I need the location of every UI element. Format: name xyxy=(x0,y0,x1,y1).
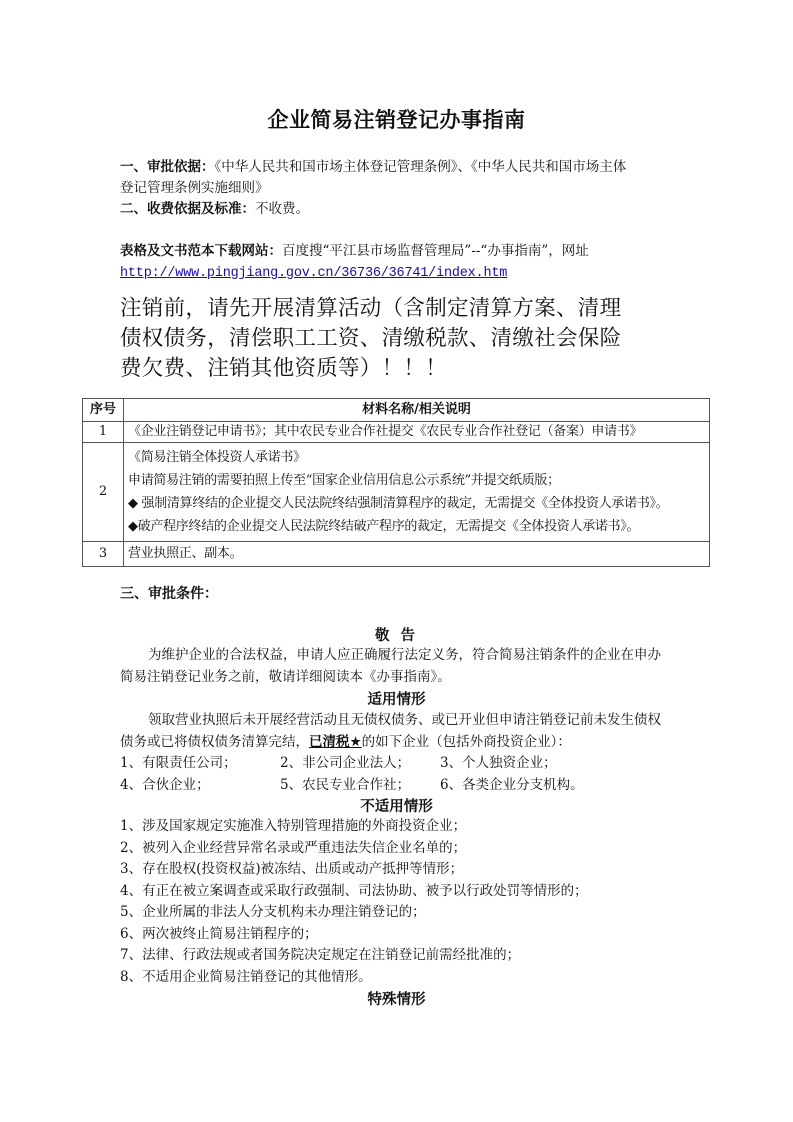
list-item: 2、被列入企业经营异常名录或严重违法失信企业名单的； xyxy=(120,839,467,856)
list-item: 3、存在股权(投资权益)被冻结、出质或动产抵押等情形； xyxy=(120,861,464,877)
row-desc xyxy=(124,443,710,542)
fee-basis-label: 二、收费依据及标准： xyxy=(120,201,255,217)
approval-basis-text-2: 登记管理条例实施细则》 xyxy=(120,180,269,196)
row-num: 1 xyxy=(83,422,124,443)
materials-table xyxy=(82,398,710,567)
list-item: 5、企业所属的非法人分支机构未办理注销登记的； xyxy=(120,904,426,920)
download-link[interactable]: http://www.pingjiang.gov.cn/36736/36741/index.htm xyxy=(120,266,508,281)
enterprise-type: 2、非公司企业法人； xyxy=(280,755,411,771)
special-cases-heading: 特殊情形 xyxy=(367,992,426,1008)
list-item: 7、法律、行政法规或者国务院决定规定在注销登记前需经批准的； xyxy=(120,947,521,963)
row-desc-line: ◆破产程序终结的企业提交人民法院终结破产程序的裁定，无需提交《全体投资人承诺书》。 xyxy=(128,519,640,534)
download-label: 表格及文书范本下载网站： xyxy=(120,243,282,259)
approval-basis-label: 一、审批依据： xyxy=(120,159,215,175)
notice-line-2: 债权债务，清偿职工工资、清缴税款、清缴社会保险 xyxy=(120,326,622,351)
notice-body-line-2: 简易注销登记业务之前，敬请详细阅读本《办事指南》。 xyxy=(120,668,451,685)
row-desc-line: ◆ 强制清算终结的企业提交人民法院终结强制清算程序的裁定，无需提交《全体投资人承诺书》。 xyxy=(128,496,669,511)
row-desc-line: 营业执照正、副本。 xyxy=(128,546,243,561)
notice-heading: 敬 告 xyxy=(374,628,419,644)
list-item: 6、两次被终止简易注销程序的； xyxy=(120,925,318,942)
not-applicable-list xyxy=(120,816,690,988)
notice-body xyxy=(120,645,690,688)
row-desc-line: 《简易注销全体投资人承诺书》 xyxy=(128,450,306,465)
row-desc xyxy=(124,422,710,443)
approval-basis-text-1: 《中华人民共和国市场主体登记管理条例》、《中华人民共和国市场主体 xyxy=(214,159,627,175)
enterprise-type: 4、合伙企业； xyxy=(120,776,210,793)
approval-basis xyxy=(120,157,680,220)
approval-conditions-heading: 三、审批条件： xyxy=(120,586,218,602)
row-desc-line: 《企业注销登记申请书》；其中农民专业合作社提交《农民专业合作社登记（备案）申请书》 xyxy=(128,424,643,439)
table-row xyxy=(83,422,710,443)
applicable-heading: 适用情形 xyxy=(367,692,426,708)
download-text: 百度搜“平江县市场监督管理局”--“办事指南”，网址 xyxy=(282,243,589,259)
applicable-line-2-post: 的如下企业（包括外商投资企业）： xyxy=(361,733,571,750)
header-material: 材料名称/相关说明 xyxy=(124,399,710,422)
enterprise-type: 6、各类企业分支机构。 xyxy=(440,776,584,793)
enterprise-type: 1、有限责任公司； xyxy=(120,755,237,771)
pre-cancellation-notice xyxy=(120,294,690,384)
row-desc-line: 申请简易注销的需要拍照上传至“国家企业信用信息公示系统”并提交纸质版； xyxy=(128,473,560,488)
tax-cleared-emphasis: 已清税★ xyxy=(309,733,362,750)
applicable-line-2-pre: 债务或已将债权债务清算完结， xyxy=(120,733,309,750)
notice-line-3: 费欠费、注销其他资质等）！！！ xyxy=(120,356,448,381)
document-title: 企业简易注销登记办事指南 xyxy=(267,108,526,132)
list-item: 8、不适用企业简易注销登记的其他情形。 xyxy=(120,968,372,985)
applicable-body xyxy=(120,710,690,796)
enterprise-type: 5、农民专业合作社； xyxy=(280,776,411,793)
applicable-line-1: 领取营业执照后未开展经营活动且无债权债务、或已开业但申请注销登记前未发生债权 xyxy=(148,712,661,728)
not-applicable-heading: 不适用情形 xyxy=(360,799,433,815)
notice-line-1: 注销前，请先开展清算活动（含制定清算方案、清理 xyxy=(120,296,622,321)
enterprise-type: 3、个人独资企业； xyxy=(440,755,557,771)
enterprise-types-row-1 xyxy=(120,753,690,775)
list-item: 1、涉及国家规定实施准入特别管理措施的外商投资企业； xyxy=(120,818,467,834)
notice-body-line-1: 为维护企业的合法权益，申请人应正确履行法定义务，符合简易注销条件的企业在申办 xyxy=(148,647,661,663)
row-desc xyxy=(124,542,710,567)
download-section xyxy=(120,241,680,284)
table-header-row xyxy=(83,399,710,422)
row-num: 3 xyxy=(83,542,124,567)
list-item: 4、有正在被立案调查或采取行政强制、司法协助、被予以行政处罚等情形的； xyxy=(120,882,588,899)
table-row xyxy=(83,542,710,567)
fee-basis-text: 不收费。 xyxy=(255,201,309,217)
enterprise-types-row-2 xyxy=(120,775,690,797)
header-num: 序号 xyxy=(83,399,124,422)
table-row xyxy=(83,443,710,542)
row-num: 2 xyxy=(83,443,124,542)
